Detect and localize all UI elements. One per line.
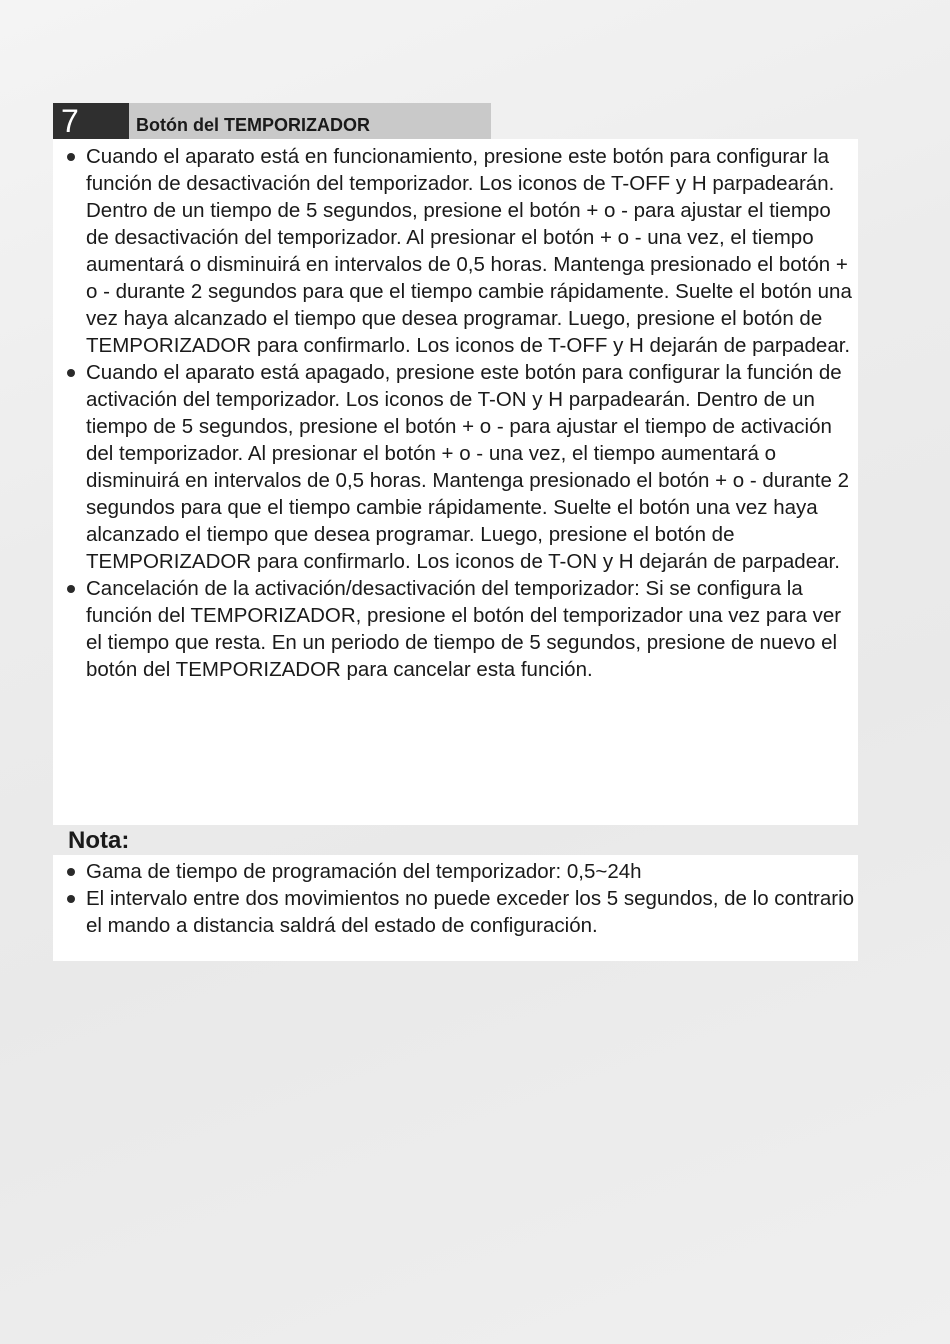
note-text: Gama de tiempo de programación del temporizador: 0,5~24h	[86, 860, 642, 883]
bullet-icon	[67, 153, 75, 161]
bullet-icon	[67, 585, 75, 593]
note-list	[67, 858, 857, 939]
bullet-icon	[67, 868, 75, 876]
bullet-icon	[67, 895, 75, 903]
instructions-list	[67, 143, 857, 683]
section-number: 7	[53, 103, 129, 139]
instruction-text: Cuando el aparato está en funcionamiento, presione este botón para configurar la función de desactivación del temporizador. Los iconos de T-OFF y H parpadearán. Dentro de un tiempo de 5 segundos, presione el botón + o - para ajustar el tiempo de desactivación del temporizador. Al presionar el botón + o - una vez, el tiempo aumentará o disminuirá en intervalos de 0,5 horas. Mantenga presionado el botón + o - durante 2 segundos para que el tiempo cambie rápidamente. Suelte el botón una vez haya alcanzado el tiempo que desea programar. Luego, presione el botón de TEMPORIZADOR para confirmarlo. Los iconos de T-OFF y H dejarán de parpadear.	[86, 145, 852, 357]
note-item	[67, 885, 857, 939]
instruction-item	[67, 359, 857, 575]
section-title: Botón del TEMPORIZADOR	[129, 103, 491, 139]
note-title: Nota:	[68, 827, 130, 854]
note-text: El intervalo entre dos movimientos no puede exceder los 5 segundos, de lo contrario el mando a distancia saldrá del estado de configuración.	[86, 887, 855, 937]
instruction-text: Cancelación de la activación/desactivación del temporizador: Si se configura la función del TEMPORIZADOR, presione el botón del temporizador una vez para ver el tiempo que resta. En un periodo de tiempo de 5 segundos, presione de nuevo el botón del TEMPORIZADOR para cancelar esta función.	[86, 577, 842, 681]
instruction-item	[67, 575, 857, 683]
bullet-icon	[67, 369, 75, 377]
section-header	[53, 103, 491, 139]
instruction-text: Cuando el aparato está apagado, presione este botón para configurar la función de activación del temporizador. Los iconos de T-ON y H parpadearán. Dentro de un tiempo de 5 segundos, presione el botón + o - para ajustar el tiempo de activación del temporizador. Al presionar el botón + o - una vez, el tiempo aumentará o disminuirá en intervalos de 0,5 horas. Mantenga presionado el botón + o - durante 2 segundos para que el tiempo cambie rápidamente. Suelte el botón una vez haya alcanzado el tiempo que desea programar. Luego, presione el botón de TEMPORIZADOR para confirmarlo. Los iconos de T-ON y H dejarán de parpadear.	[86, 361, 849, 573]
instructions-panel	[53, 139, 858, 825]
note-panel	[53, 855, 858, 961]
note-item	[67, 858, 857, 885]
instruction-item	[67, 143, 857, 359]
